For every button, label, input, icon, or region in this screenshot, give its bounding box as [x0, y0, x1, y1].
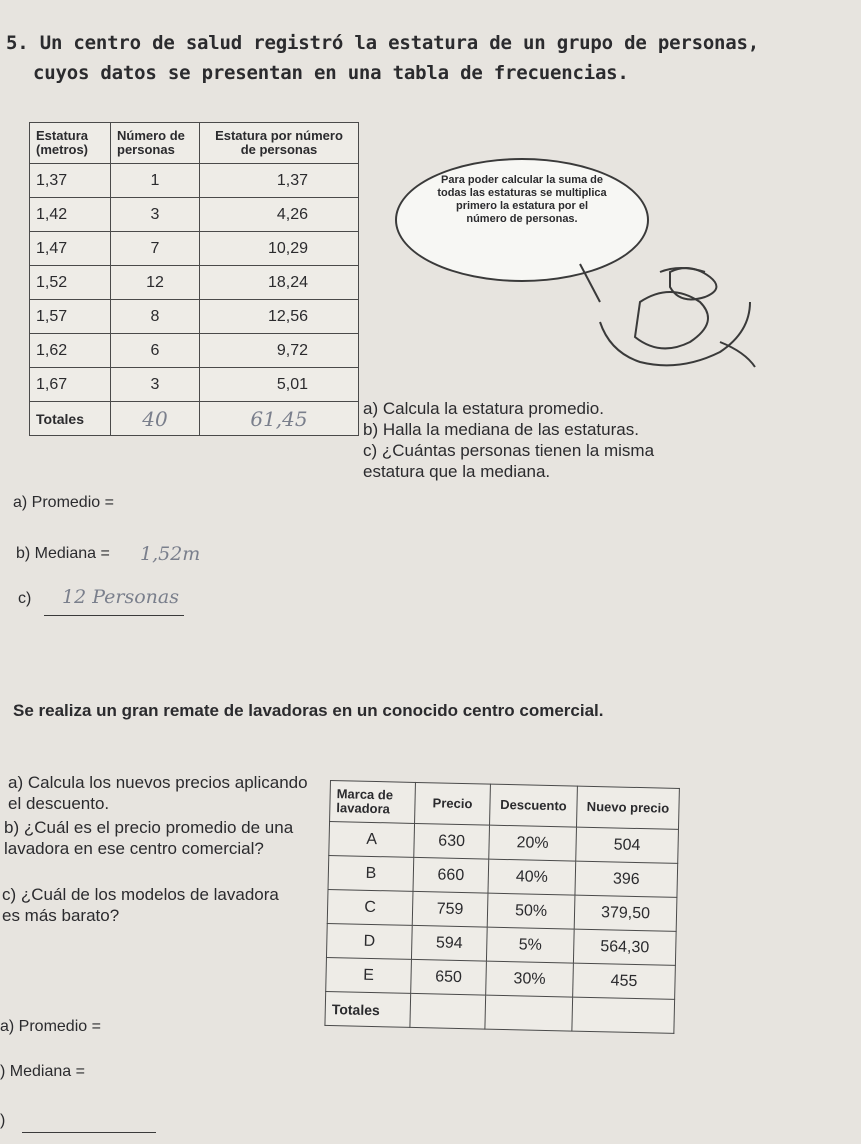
character-illustration — [520, 262, 780, 382]
washer-price-table — [324, 780, 679, 1034]
cell-count: 1 — [111, 164, 200, 198]
cell-product: 5,01 — [200, 368, 359, 402]
cell-product: 1,37 — [200, 164, 359, 198]
cell-price: 630 — [414, 823, 490, 859]
p6-answer-b-label: ) Mediana = — [0, 1063, 85, 1080]
table-row — [30, 266, 359, 300]
cell-count: 3 — [111, 368, 200, 402]
handwritten-total-product: 61,45 — [200, 402, 359, 436]
cell-price: 650 — [411, 959, 487, 995]
height-frequency-table — [29, 122, 359, 436]
table-row — [30, 300, 359, 334]
table-row — [30, 232, 359, 266]
p5-question-b: b) Halla la mediana de las estaturas. — [363, 420, 639, 439]
cell-height: 1,67 — [30, 368, 111, 402]
cell-height: 1,47 — [30, 232, 111, 266]
cell-product: 4,26 — [200, 198, 359, 232]
header-discount: Descuento — [490, 784, 578, 827]
cell-height: 1,42 — [30, 198, 111, 232]
cell-discount: 50% — [487, 893, 575, 929]
cell-product: 18,24 — [200, 266, 359, 300]
cell-height: 1,57 — [30, 300, 111, 334]
answer-line — [44, 615, 184, 616]
cell-brand: D — [326, 923, 412, 959]
cell-price: 660 — [413, 857, 489, 893]
cell-product: 12,56 — [200, 300, 359, 334]
cell-count: 12 — [111, 266, 200, 300]
p5-answer-c-label: c) — [18, 590, 32, 607]
header-brand: Marca de lavadora — [330, 781, 416, 824]
cell-new-price: 455 — [573, 963, 676, 999]
cell-price: 594 — [411, 925, 487, 961]
cell-height: 1,52 — [30, 266, 111, 300]
cell-discount: 40% — [488, 859, 576, 895]
p5-question-c: c) ¿Cuántas personas tienen la misma estatura que la mediana. — [363, 441, 655, 481]
table-totals-row — [325, 991, 675, 1033]
totals-label: Totales — [325, 991, 411, 1027]
p5-answer-a-label: a) Promedio = — [13, 494, 114, 511]
handwritten-total-count: 40 — [111, 402, 200, 436]
cell-count: 7 — [111, 232, 200, 266]
p6-answer-a-label: a) Promedio = — [0, 1018, 101, 1035]
table-row — [30, 198, 359, 232]
header-product: Estatura por número de personas — [200, 123, 359, 164]
header-count: Número de personas — [111, 123, 200, 164]
empty-cell — [410, 993, 486, 1029]
table-header-row — [30, 123, 359, 164]
cell-brand: C — [327, 889, 413, 925]
empty-cell — [485, 995, 573, 1031]
cell-brand: A — [329, 822, 415, 858]
handwritten-median: 1,52m — [140, 543, 201, 565]
cell-brand: B — [328, 855, 414, 891]
cell-product: 10,29 — [200, 232, 359, 266]
cell-count: 3 — [111, 198, 200, 232]
problem-5-title-line-1: 5. Un centro de salud registró la estatura de un grupo de personas, — [6, 32, 760, 54]
p6-question-a: a) Calcula los nuevos precios aplicando el descuento. — [8, 773, 308, 813]
handwritten-count-answer: 12 Personas — [62, 586, 179, 608]
cell-count: 6 — [111, 334, 200, 368]
p6-question-c: c) ¿Cuál de los modelos de lavadora es más barato? — [2, 885, 279, 925]
cell-count: 8 — [111, 300, 200, 334]
empty-cell — [572, 997, 675, 1033]
p5-answer-b-label: b) Mediana = — [16, 545, 110, 562]
answer-line — [22, 1132, 156, 1133]
cell-new-price: 396 — [575, 861, 678, 897]
header-price: Precio — [415, 782, 491, 825]
cell-discount: 30% — [486, 961, 574, 997]
hint-text: Para poder calcular la suma de todas las estaturas se multiplica primero la estatura por el número de personas. — [437, 174, 607, 225]
table-row — [30, 164, 359, 198]
p5-question-a: a) Calcula la estatura promedio. — [363, 399, 604, 418]
p6-answer-c-label: ) — [0, 1112, 6, 1129]
cell-discount: 20% — [489, 825, 577, 861]
header-height: Estatura (metros) — [30, 123, 111, 164]
problem-6-title: Se realiza un gran remate de lavadoras en un conocido centro comercial. — [13, 701, 604, 720]
totals-label: Totales — [30, 402, 111, 436]
table-totals-row — [30, 402, 359, 436]
table-row — [30, 368, 359, 402]
problem-5-title-line-2: cuyos datos se presentan en una tabla de frecuencias. — [33, 62, 629, 84]
table-row — [30, 334, 359, 368]
cell-new-price: 379,50 — [574, 895, 677, 931]
cell-height: 1,37 — [30, 164, 111, 198]
p6-question-b: b) ¿Cuál es el precio promedio de una lavadora en ese centro comercial? — [4, 818, 294, 858]
cell-brand: E — [326, 957, 412, 993]
cell-discount: 5% — [486, 927, 574, 963]
cell-product: 9,72 — [200, 334, 359, 368]
cell-price: 759 — [412, 891, 488, 927]
header-new-price: Nuevo precio — [576, 786, 679, 829]
cell-height: 1,62 — [30, 334, 111, 368]
cell-new-price: 504 — [576, 827, 679, 863]
cell-new-price: 564,30 — [573, 929, 676, 965]
